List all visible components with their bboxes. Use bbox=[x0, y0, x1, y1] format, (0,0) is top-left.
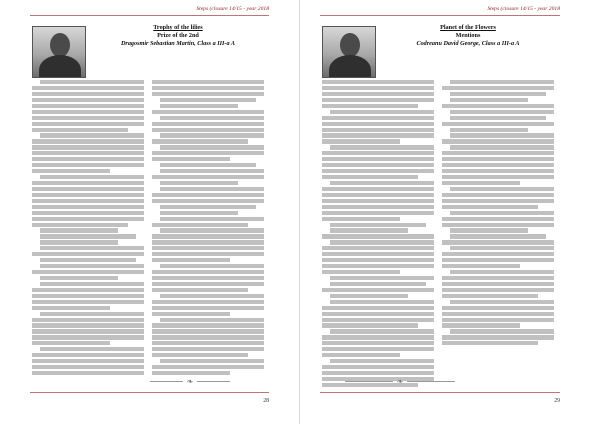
portrait-shoulders bbox=[329, 55, 371, 78]
right-page-number: 29 bbox=[554, 398, 560, 404]
left-ornament bbox=[150, 376, 230, 386]
left-title-block bbox=[32, 22, 264, 78]
left-header-rule bbox=[30, 15, 269, 16]
right-column-1 bbox=[322, 80, 434, 389]
portrait-shoulders bbox=[39, 55, 81, 78]
left-running-header: Steps (closure 14/15 - year 2018 bbox=[196, 6, 269, 12]
right-ornament bbox=[345, 376, 455, 386]
left-page-number: 28 bbox=[263, 398, 269, 404]
story-title: Planet of the Flowers bbox=[440, 24, 496, 31]
right-titles bbox=[382, 24, 554, 48]
left-column-2 bbox=[152, 80, 264, 377]
right-content bbox=[322, 22, 554, 80]
left-content bbox=[32, 22, 264, 80]
right-running-header: Steps (closure 14/15 - year 2018 bbox=[487, 6, 560, 12]
award-label: Mentions bbox=[455, 32, 481, 39]
right-title-block bbox=[322, 22, 554, 78]
award-label: Prize of the 2nd bbox=[157, 32, 199, 39]
author-name: Codreanu David George, Class a III-a A bbox=[416, 40, 520, 47]
author-name: Dragosmir Sebastian Martin, Class a III-a A bbox=[120, 40, 236, 47]
right-column-2 bbox=[442, 80, 554, 347]
portrait-head bbox=[50, 33, 70, 57]
left-column-1 bbox=[32, 80, 144, 377]
right-header-rule bbox=[320, 15, 560, 16]
ornament-flourish-icon: ❧ bbox=[186, 376, 194, 386]
portrait-head bbox=[340, 33, 360, 57]
right-footer-rule bbox=[320, 392, 560, 393]
author-photo bbox=[322, 26, 376, 78]
left-footer-rule bbox=[30, 392, 269, 393]
author-photo bbox=[32, 26, 86, 78]
right-page bbox=[300, 0, 600, 424]
story-title: Trophy of the lilies bbox=[153, 24, 203, 31]
left-titles bbox=[92, 24, 264, 48]
ornament-flourish-icon: ❧ bbox=[396, 376, 404, 386]
